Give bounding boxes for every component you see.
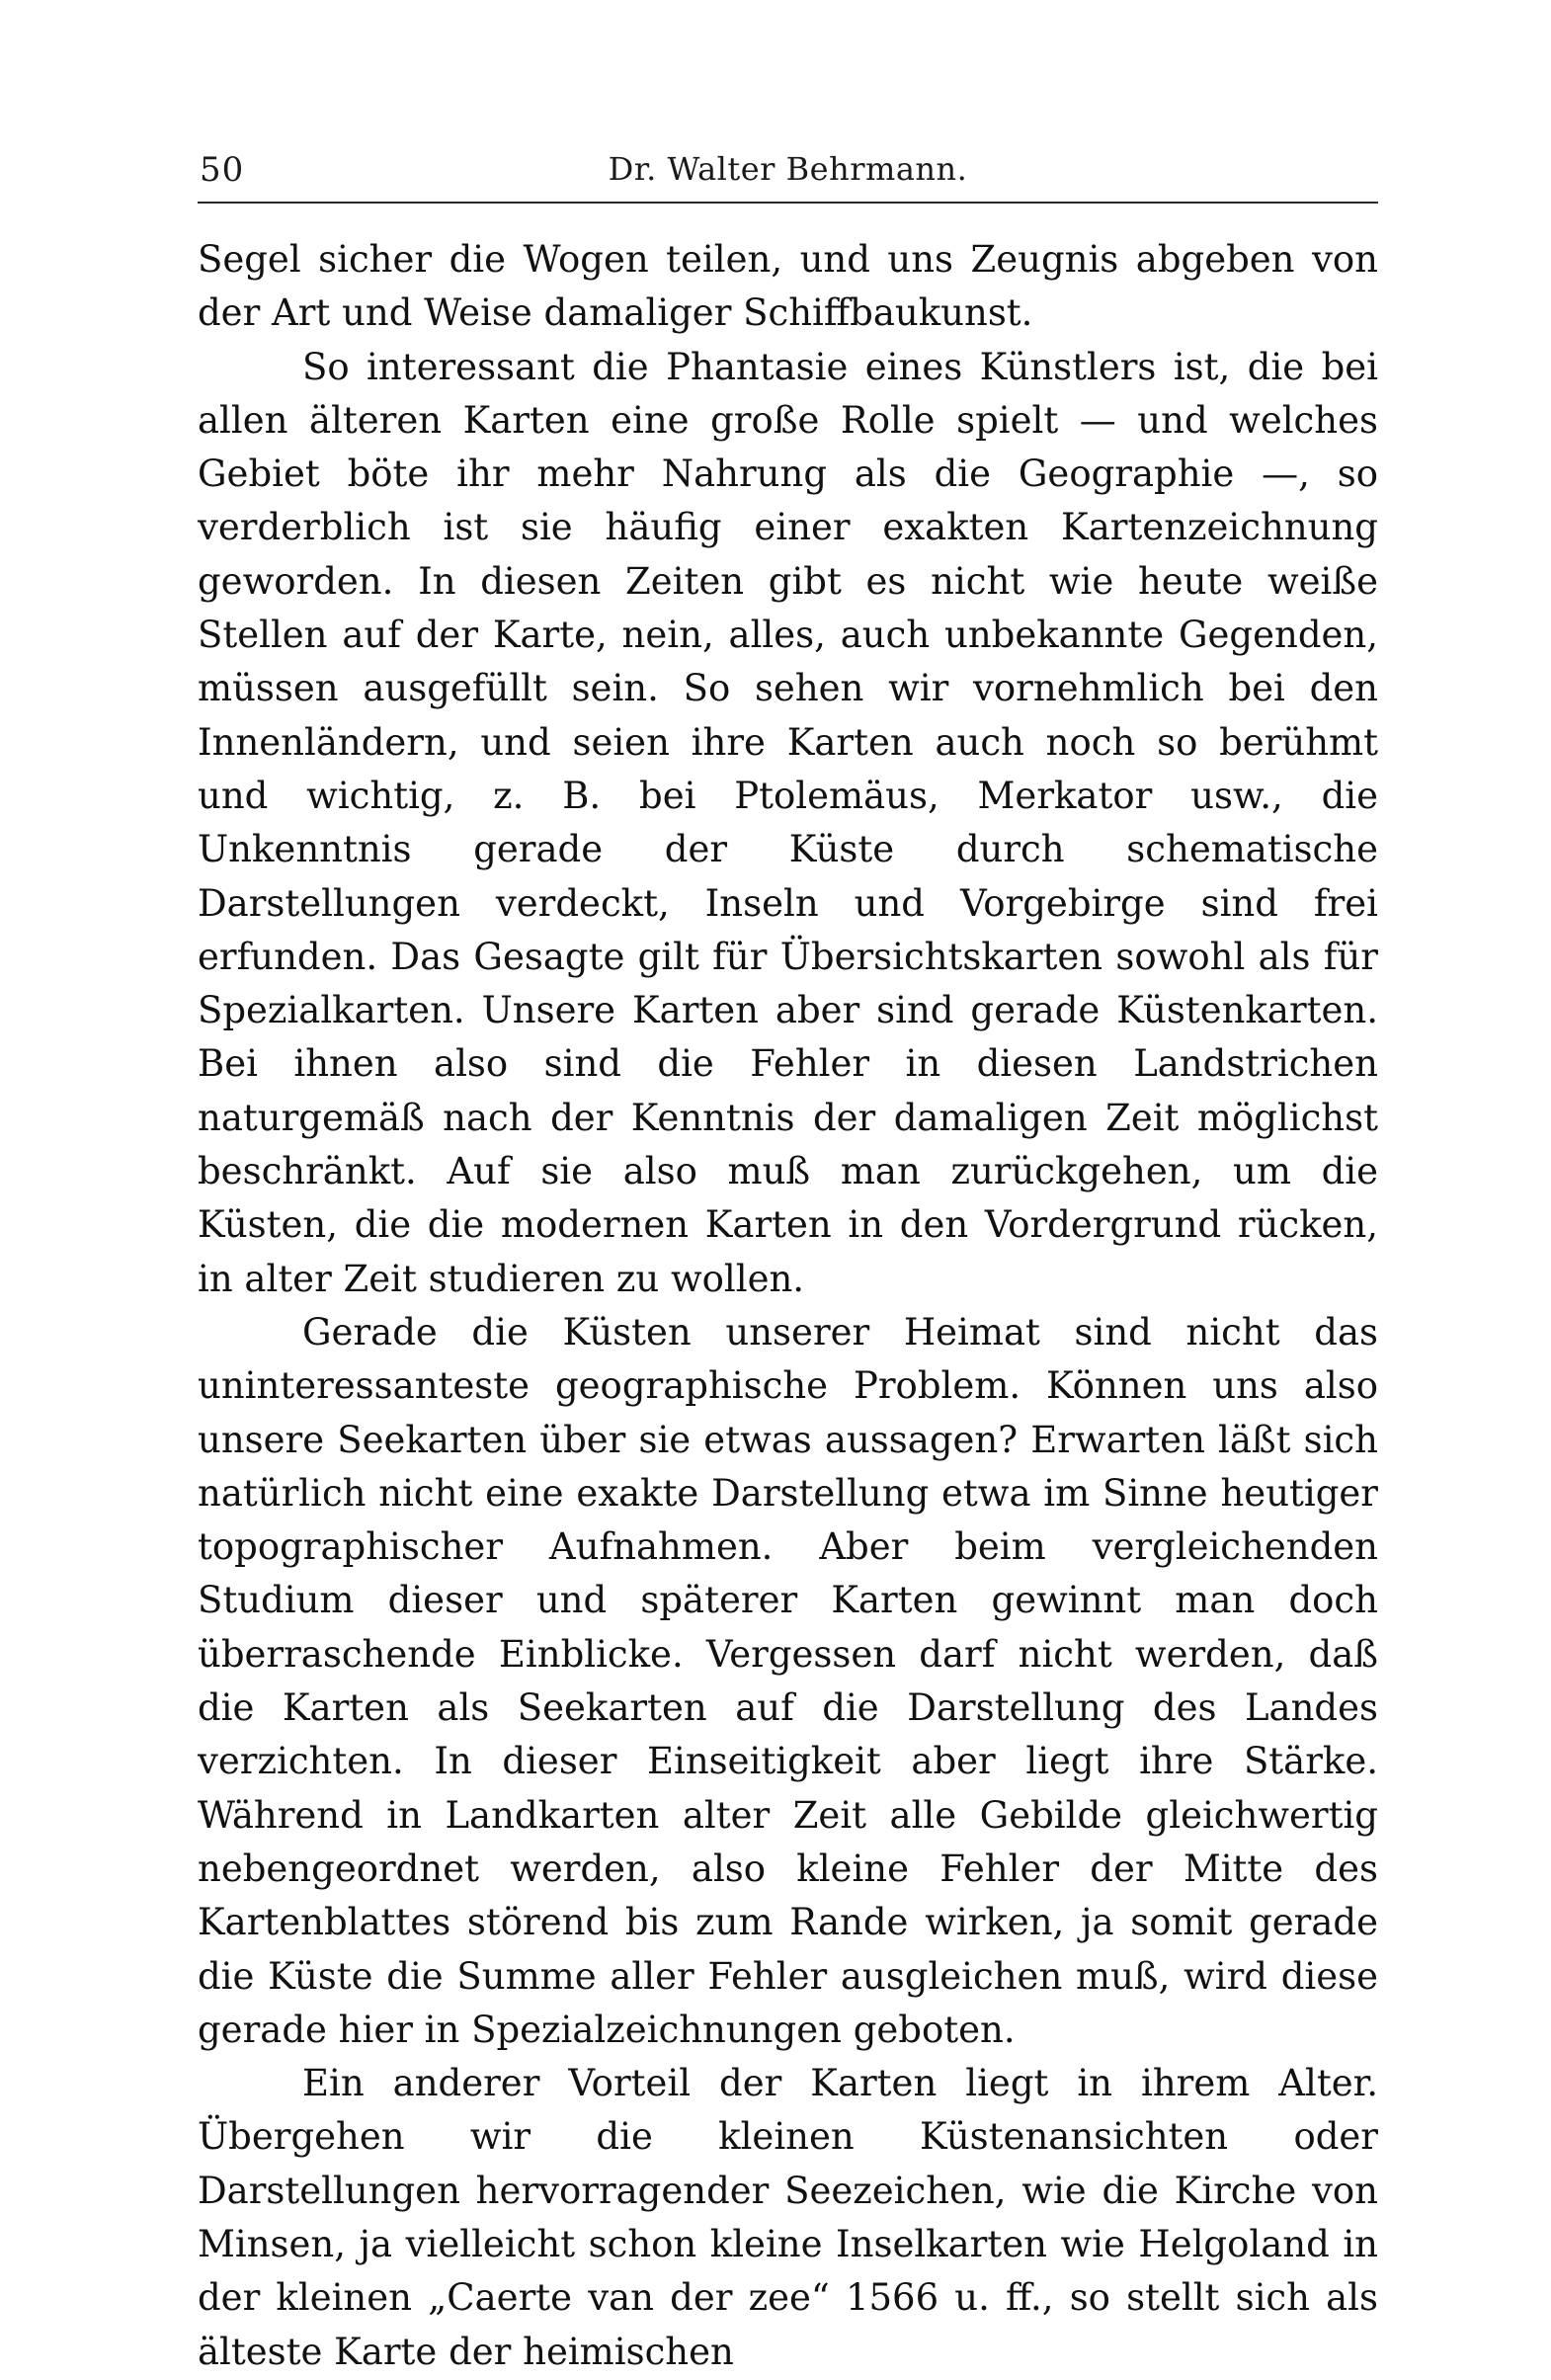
paragraph-1: Segel sicher die Wogen teilen, und uns Zeugnis abgeben von der Art und Weise damaliger Schiffbaukunst. xyxy=(198,238,1378,335)
paragraph-2: So interessant die Phantasie eines Künstlers ist, die bei allen älteren Karten eine große Rolle spielt — und welches Gebiet böte ihr mehr Nahrung als die Geographie —, so verderblich ist sie häufig einer exakten Kartenzeichnung geworden. In diesen Zeiten gibt es nicht wie heute weiße Stellen auf der Karte, nein, alles, auch unbekannte Gegenden, müssen ausgefüllt sein. So sehen wir vornehmlich bei den Innenländern, und seien ihre Karten auch noch so berühmt und wichtig, z. B. bei Ptolemäus, Merkator usw., die Unkenntnis gerade der Küste durch schematische Darstellungen verdeckt, Inseln und Vorgebirge sind frei erfunden. Das Gesagte gilt für Übersichtskarten sowohl als für Spezialkarten. Unsere Karten aber sind gerade Küstenkarten. Bei ihnen also sind die Fehler in diesen Landstrichen naturgemäß nach der Kenntnis der damaligen Zeit möglichst beschränkt. Auf sie also muß man zurückgehen, um die Küsten, die die modernen Karten in den Vordergrund rücken, in alter Zeit studieren zu wollen. xyxy=(198,345,1378,1300)
paragraph-4: Ein anderer Vorteil der Karten liegt in ihrem Alter. Übergehen wir die kleinen Küstenansichten oder Darstellungen hervorragender Seezeichen, wie die Kirche von Minsen, ja vielleicht schon kleine Inselkarten wie Helgoland in der kleinen „Caerte van der zee“ 1566 u. ff., so stellt sich als älteste Karte der heimischen xyxy=(198,2062,1378,2373)
paragraph-3: Gerade die Küsten unserer Heimat sind nicht das uninteressanteste geographische Problem. Können uns also unsere Seekarten über sie etwas aussagen? Erwarten läßt sich natürlich nicht eine exakte Darstellung etwa im Sinne heutiger topographischer Aufnahmen. Aber beim vergleichenden Studium dieser und späterer Karten gewinnt man doch überraschende Einblicke. Vergessen darf nicht werden, daß die Karten als Seekarten auf die Darstellung des Landes verzichten. In dieser Einseitigkeit aber liegt ihre Stärke. Während in Landkarten alter Zeit alle Gebilde gleichwertig nebengeordnet werden, also kleine Fehler der Mitte des Kartenblattes störend bis zum Rande wirken, ja somit gerade die Küste die Summe aller Fehler ausgleichen muß, wird diese gerade hier in Spezialzeichnungen geboten. xyxy=(198,1310,1378,2051)
running-head: Dr. Walter Behrmann. xyxy=(608,150,968,188)
page-header xyxy=(198,148,1378,200)
book-page xyxy=(198,148,1378,2373)
page-number: 50 xyxy=(200,150,245,190)
body-text xyxy=(198,233,1378,2379)
header-rule xyxy=(198,202,1378,204)
